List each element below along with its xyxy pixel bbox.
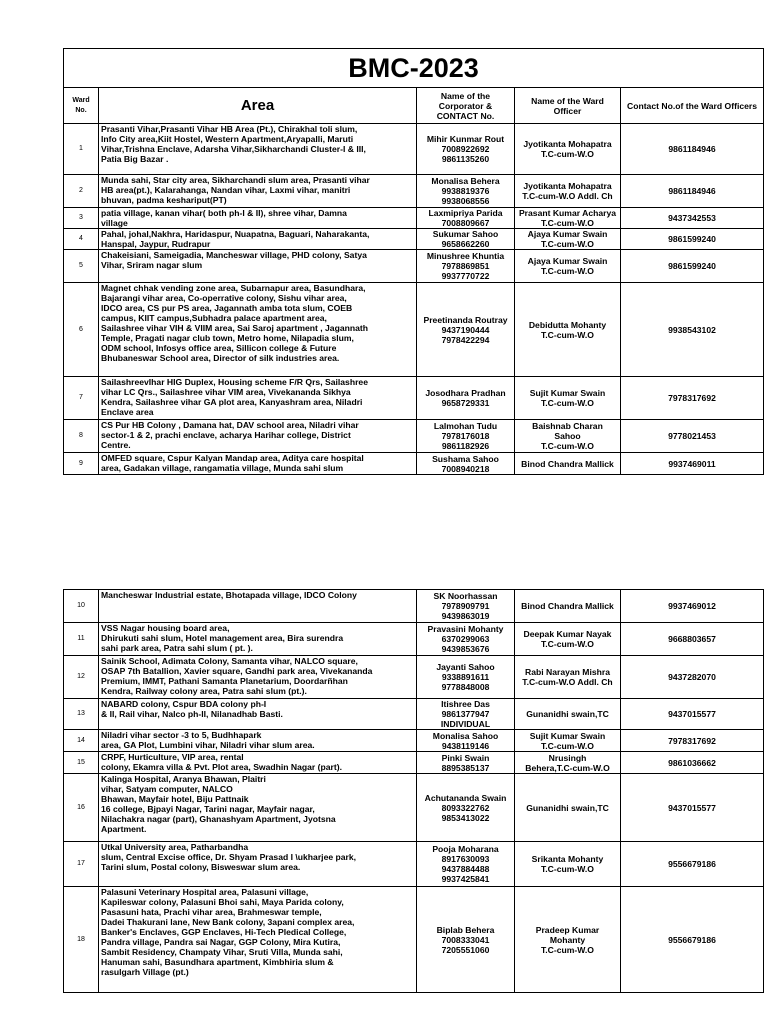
area-line: Utkal University area, Patharbandha xyxy=(101,842,249,852)
area-line: Vihar,Trishna Enclave, Adarsha Vihar,Sikharchandi Cluster-I & III, xyxy=(101,144,366,154)
officer-contact-number: 9556679186 xyxy=(621,842,764,887)
area-line: OMFED square, Cspur Kalyan Mandap area, Aditya care hospital xyxy=(101,453,364,463)
corporator-line: Preetinanda Routray xyxy=(423,314,508,325)
officer-contact-number: 7978317692 xyxy=(621,730,764,752)
officer-line: T.C-cum-W.O xyxy=(541,398,594,408)
header-corporator: Name of the Corporator & CONTACT No. xyxy=(417,88,515,124)
corporator-details xyxy=(417,842,515,887)
ward-row xyxy=(64,887,764,993)
officer-line: T.C-cum-W.O xyxy=(541,239,594,249)
ward-number: 14 xyxy=(64,730,99,752)
officer-line: Mohanty xyxy=(549,934,586,945)
corporator-line: 7008940218 xyxy=(441,463,490,474)
officer-line: T.C-cum-W.O Addl. Ch xyxy=(522,677,613,687)
ward-row xyxy=(64,590,764,623)
ward-officer xyxy=(515,208,621,229)
officer-contact-number: 9437282070 xyxy=(621,656,764,699)
ward-row xyxy=(64,730,764,752)
area-line: Dhirukuti sahi slum, Hotel management area, Bira surendra xyxy=(101,633,344,643)
ward-number: 5 xyxy=(64,250,99,283)
ward-row xyxy=(64,752,764,774)
area-line: vihar, Satyam computer, NALCO xyxy=(101,784,233,794)
officer-contact-number: 9778021453 xyxy=(621,420,764,453)
ward-officer xyxy=(515,420,621,453)
corporator-details xyxy=(417,623,515,656)
ward-row xyxy=(64,453,764,475)
area-line: Pahal, johal,Nakhra, Haridaspur, Nuapatna, Baguari, Naharakanta, xyxy=(101,229,370,239)
ward-number: 6 xyxy=(64,283,99,377)
corporator-line: Monalisa Sahoo xyxy=(432,730,499,741)
area-line: Niladri vihar sector -3 to 5, Budhhapark xyxy=(101,730,262,740)
area-line: Kapileswar colony, Palasuni Bhoi sahi, Maya Parida colony, xyxy=(101,897,344,907)
corporator-line: 9938819376 xyxy=(441,186,490,196)
officer-line: Sahoo xyxy=(554,431,581,441)
corporator-line: Achutananda Swain xyxy=(424,792,507,803)
corporator-line: 9938068556 xyxy=(441,196,490,206)
area-line: Tarini slum, Postal colony, Bisweswar slum area. xyxy=(101,862,301,872)
area-line: Temple, Pragati nagar club town, Metro home, Nilapadia slum, xyxy=(101,333,354,343)
officer-contact-number: 9668803657 xyxy=(621,623,764,656)
officer-line: Sujit Kumar Swain xyxy=(529,388,606,398)
ward-area xyxy=(99,623,417,656)
area-line: Banker's Enclaves, GGP Enclaves, Hi-Tech Pledical College, xyxy=(101,927,347,937)
corporator-line: 9937425841 xyxy=(441,874,490,884)
officer-line: T.C-cum-W.O xyxy=(541,864,594,874)
ward-number: 2 xyxy=(64,175,99,208)
officer-contact-number: 9861184946 xyxy=(621,175,764,208)
header-area: Area xyxy=(99,88,417,124)
ward-number: 12 xyxy=(64,656,99,699)
header-row xyxy=(64,88,764,124)
corporator-line: 7978422294 xyxy=(441,334,490,345)
corporator-details xyxy=(417,590,515,623)
area-line: SailashreevIhar HIG Duplex, Housing scheme F/R Qrs, Sailashree xyxy=(101,377,368,387)
corporator-line: Itishree Das xyxy=(441,699,490,709)
area-line: slum, Central Excise office, Dr. Shyam Prasad I \ukharjee park, xyxy=(101,852,357,862)
ward-officer xyxy=(515,752,621,774)
officer-contact-number: 9937469012 xyxy=(621,590,764,623)
corporator-line: Josodhara Pradhan xyxy=(425,388,506,398)
area-line: Bajarangi vihar area, Co-operrative colony, Sishu vihar area, xyxy=(101,293,347,303)
ward-officer xyxy=(515,842,621,887)
area-line: colony, Ekamra villa & Pvt. Plot area, Swadhin Nagar (part). xyxy=(101,762,343,772)
corporator-line: 9437884488 xyxy=(441,864,490,874)
ward-officer xyxy=(515,656,621,699)
corporator-details xyxy=(417,453,515,475)
officer-line: Gunanidhi swain,TC xyxy=(526,709,609,719)
corporator-details xyxy=(417,420,515,453)
officer-line: Baishnab Charan xyxy=(532,421,603,431)
header-ward-no: Ward No. xyxy=(64,88,99,124)
ward-area xyxy=(99,175,417,208)
officer-line: T.C-cum-W.O xyxy=(541,639,594,649)
ward-area xyxy=(99,283,417,377)
area-line: vihar LC Qrs., Sailashree vihar VIM area, Vivekananda Sikhya xyxy=(101,387,351,397)
area-line: Hanuman sahi, Basundhara apartment, Kimbhiria slum & xyxy=(101,957,334,967)
officer-line: Nrusingh xyxy=(548,752,587,763)
ward-area xyxy=(99,752,417,774)
corporator-line: 9658729331 xyxy=(441,398,490,408)
ward-area xyxy=(99,229,417,250)
area-line: Enclave area xyxy=(101,407,154,417)
area-line: Prasanti Vihar,Prasanti Vihar HB Area (Pt.), Chirakhal toli slum, xyxy=(101,124,358,134)
ward-area xyxy=(99,730,417,752)
corporator-details xyxy=(417,730,515,752)
ward-row xyxy=(64,208,764,229)
officer-contact-number: 9937469011 xyxy=(621,453,764,475)
ward-row xyxy=(64,842,764,887)
ward-area xyxy=(99,208,417,229)
area-line: sector-1 & 2, prachi enclave, acharya Harihar college, District xyxy=(101,430,351,440)
corporator-line: 8895385137 xyxy=(441,762,490,773)
officer-line: T.C-cum-W.O xyxy=(541,218,594,228)
officer-line: T.C-cum-W.O xyxy=(541,149,594,159)
corporator-details xyxy=(417,656,515,699)
ward-number: 13 xyxy=(64,699,99,730)
area-line: Chakeisiani, Sameigadia, Mancheswar village, PHD colony, Satya xyxy=(101,250,367,260)
area-line: Sainik School, Adimata Colony, Samanta vihar, NALCO square, xyxy=(101,656,358,666)
ward-row xyxy=(64,377,764,420)
officer-contact-number: 9861184946 xyxy=(621,124,764,175)
area-line: CRPF, Hurticulture, VIP area, rental xyxy=(101,752,244,762)
area-line: Hanspal, Jaypur, Rudrapur xyxy=(101,239,211,249)
ward-area xyxy=(99,250,417,283)
corporator-line: 9439863019 xyxy=(441,611,490,621)
area-line: CS Pur HB Colony , Damana hat, DAV school area, Niladri vihar xyxy=(101,420,359,430)
corporator-line: Minushree Khuntia xyxy=(426,251,505,261)
officer-line: T.C-cum-W.O xyxy=(541,329,594,340)
area-line: Pasasuni hata, Prachi vihar area, Brahmeswar temple, xyxy=(101,907,322,917)
ward-number: 4 xyxy=(64,229,99,250)
ward-number: 15 xyxy=(64,752,99,774)
ward-number: 3 xyxy=(64,208,99,229)
officer-line: Debidutta Mohanty xyxy=(528,319,607,330)
ward-officer xyxy=(515,730,621,752)
ward-officer xyxy=(515,623,621,656)
area-line: VSS Nagar housing board area, xyxy=(101,623,230,633)
ward-row xyxy=(64,229,764,250)
officer-line: Srikanta Mohanty xyxy=(531,854,604,864)
ward-row xyxy=(64,250,764,283)
corporator-details xyxy=(417,124,515,175)
officer-contact-number: 9938543102 xyxy=(621,283,764,377)
corporator-details xyxy=(417,887,515,993)
corporator-line: Pravasini Mohanty xyxy=(427,624,504,634)
ward-number: 7 xyxy=(64,377,99,420)
ward-number: 11 xyxy=(64,623,99,656)
corporator-line: Monalisa Behera xyxy=(431,176,500,186)
ward-table-bottom xyxy=(63,589,764,993)
area-line: Kalinga Hospital, Aranya Bhawan, Plaitri xyxy=(101,774,266,784)
officer-line: T.C-cum-W.O Addl. Ch xyxy=(522,191,613,201)
corporator-line: Pooja Moharana xyxy=(432,844,499,854)
ward-officer xyxy=(515,453,621,475)
area-line: HB area(pt.), Kalarahanga, Nandan vihar, Laxmi vihar, manitri xyxy=(101,185,351,195)
officer-line: Ajaya Kumar Swain xyxy=(527,229,608,239)
area-line: Premium, IMMT, Pathani Samanta Planetarium, Doordarñhan xyxy=(101,676,348,686)
officer-contact-number: 7978317692 xyxy=(621,377,764,420)
corporator-details xyxy=(417,699,515,730)
officer-contact-number: 9861036662 xyxy=(621,752,764,774)
area-line: Vihar, Sriram nagar slum xyxy=(101,260,203,270)
area-line: Sailashree vihar VIH & VIIM area, Sai Saroj apartment , Jagannath xyxy=(101,323,368,333)
ward-number: 18 xyxy=(64,887,99,993)
ward-area xyxy=(99,842,417,887)
ward-number: 8 xyxy=(64,420,99,453)
corporator-line: 8093322762 xyxy=(441,802,490,813)
corporator-line: Sukumar Sahoo xyxy=(432,229,499,239)
area-line: patia village, kanan vihar( both ph-I & II), shree vihar, Damna xyxy=(101,208,347,218)
page-title: BMC-2023 xyxy=(64,49,764,88)
corporator-details xyxy=(417,208,515,229)
corporator-line: 7008922692 xyxy=(441,144,490,154)
corporator-line: 9338891611 xyxy=(441,672,490,682)
corporator-line: 7978869851 xyxy=(441,261,490,271)
ward-row xyxy=(64,420,764,453)
officer-line: Jyotikanta Mohapatra xyxy=(523,139,612,149)
officer-line: Behera,T.C-cum-W.O xyxy=(525,762,610,773)
area-line: & II, Rail vihar, Nalco ph-II, Nilanadhab Basti. xyxy=(101,709,283,719)
corporator-line: 8917630093 xyxy=(441,854,490,864)
corporator-line: 9437190444 xyxy=(441,324,490,335)
ward-area xyxy=(99,377,417,420)
corporator-details xyxy=(417,229,515,250)
corporator-line: INDIVIDUAL xyxy=(440,719,491,729)
officer-line: Binod Chandra Mallick xyxy=(521,458,614,469)
corporator-details xyxy=(417,377,515,420)
ward-row xyxy=(64,283,764,377)
area-line: NABARD colony, Cspur BDA colony ph-I xyxy=(101,699,267,709)
area-line: Apartment. xyxy=(101,824,147,834)
area-line: Magnet chhak vending zone area, Subarnapur area, Basundhara, xyxy=(101,283,366,293)
ward-area xyxy=(99,699,417,730)
area-line: Pandra village, Pandra sai Nagar, GGP Colony, Mira Kutira, xyxy=(101,937,341,947)
corporator-line: 7008333041 xyxy=(441,934,490,945)
corporator-line: 9658662260 xyxy=(441,239,490,249)
ward-area xyxy=(99,124,417,175)
corporator-line: 7205551060 xyxy=(441,944,490,955)
area-line: Patia Big Bazar . xyxy=(101,154,169,164)
ward-row xyxy=(64,656,764,699)
officer-line: Rabi Narayan Mishra xyxy=(524,667,610,677)
ward-officer xyxy=(515,887,621,993)
corporator-details xyxy=(417,175,515,208)
area-line: 16 college, Bjpayi Nagar, Tarini nagar, Mayfair nagar, xyxy=(101,804,315,814)
corporator-details xyxy=(417,250,515,283)
ward-area xyxy=(99,590,417,623)
title-row xyxy=(64,49,764,88)
corporator-line: 9438119146 xyxy=(441,740,490,751)
officer-line: T.C-cum-W.O xyxy=(541,441,594,451)
corporator-line: 9439853676 xyxy=(441,644,490,654)
ward-officer xyxy=(515,377,621,420)
officer-line: T.C-cum-W.O xyxy=(541,266,594,276)
ward-officer xyxy=(515,590,621,623)
officer-line: Sujit Kumar Swain xyxy=(529,730,606,741)
corporator-line: 6370299063 xyxy=(441,634,490,644)
area-line: village xyxy=(101,218,128,228)
corporator-line: Sushama Sahoo xyxy=(432,453,499,464)
ward-area xyxy=(99,774,417,842)
ward-area xyxy=(99,656,417,699)
area-line: sahi park area, Patra sahi slum ( pt. ). xyxy=(101,643,253,653)
area-line: Munda sahi, Star city area, Sikharchandi slum area, Prasanti vihar xyxy=(101,175,370,185)
ward-number: 1 xyxy=(64,124,99,175)
officer-line: Deepak Kumar Nayak xyxy=(523,629,612,639)
ward-row xyxy=(64,124,764,175)
officer-contact-number: 9437342553 xyxy=(621,208,764,229)
ward-number: 16 xyxy=(64,774,99,842)
ward-area xyxy=(99,453,417,475)
officer-line: Prasant Kumar Acharya xyxy=(518,208,617,218)
corporator-line: 7978909791 xyxy=(441,601,490,611)
ward-table-top xyxy=(63,48,764,475)
corporator-line: 9861135260 xyxy=(441,154,490,164)
area-line: Nilachakra nagar (part), Ghanashyam Apartment, Jyotsna xyxy=(101,814,336,824)
area-line: Bhubaneswar School area, Director of silk industries area. xyxy=(101,353,340,363)
corporator-line: 7008809667 xyxy=(441,218,490,228)
corporator-line: Lalmohan Tudu xyxy=(433,421,498,431)
corporator-line: 7978176018 xyxy=(441,431,490,441)
area-line: IDCO area, CS pur PS area, Jagannath amba tota slum, COEB xyxy=(101,303,353,313)
corporator-line: Mihir Kunmar Rout xyxy=(426,134,505,144)
corporator-details xyxy=(417,752,515,774)
area-line: Mancheswar Industrial estate, Bhotapada village, IDCO Colony xyxy=(101,590,357,600)
ward-row xyxy=(64,774,764,842)
area-line: Kendra, Railway colony area, Patra sahi slum (pt.). xyxy=(101,686,307,696)
header-ward-officer: Name of the Ward Officer xyxy=(515,88,621,124)
ward-officer xyxy=(515,124,621,175)
ward-area xyxy=(99,887,417,993)
ward-officer xyxy=(515,774,621,842)
area-line: area, Gadakan village, rangamatia village, Munda sahi slum xyxy=(101,463,344,473)
area-line: Info City area,Kiit Hostel, Western Apartment,Aryapalli, Maruti xyxy=(101,134,354,144)
ward-officer xyxy=(515,250,621,283)
officer-line: Binod Chandra Mallick xyxy=(521,601,614,611)
area-line: bhuvan, padma keshariput(PT) xyxy=(101,195,227,205)
officer-contact-number: 9556679186 xyxy=(621,887,764,993)
area-line: Sambit Residency, Champaty Vihar, Sruti Villa, Munda sahi, xyxy=(101,947,343,957)
area-line: campus, KIIT campus,Subhadra palace apartment area, xyxy=(101,313,327,323)
officer-line: T.C-cum-W.O xyxy=(541,944,594,955)
corporator-line: Jayanti Sahoo xyxy=(436,662,495,672)
ward-officer xyxy=(515,699,621,730)
officer-contact-number: 9861599240 xyxy=(621,250,764,283)
area-line: OSAP 7th Batallion, Xavier square, Gandhi park area, Vivekananda xyxy=(101,666,373,676)
corporator-line: Pinki Swain xyxy=(441,752,490,763)
ward-row xyxy=(64,699,764,730)
corporator-line: 9861182926 xyxy=(441,441,490,451)
officer-contact-number: 9861599240 xyxy=(621,229,764,250)
corporator-line: 9853413022 xyxy=(441,812,490,823)
area-line: area, GA Plot, Lumbini vihar, Niladri vihar slum area. xyxy=(101,740,315,750)
corporator-details xyxy=(417,774,515,842)
corporator-line: Biplab Behera xyxy=(436,924,495,935)
officer-line: Pradeep Kumar xyxy=(535,924,600,935)
ward-number: 9 xyxy=(64,453,99,475)
officer-line: T.C-cum-W.O xyxy=(541,740,594,751)
area-line: Palasuni Veterinary Hospital area, Palasuni village, xyxy=(101,887,309,897)
ward-row xyxy=(64,623,764,656)
officer-line: Ajaya Kumar Swain xyxy=(527,256,608,266)
officer-line: Jyotikanta Mohapatra xyxy=(523,181,612,191)
corporator-line: 9937770722 xyxy=(441,271,490,281)
officer-contact-number: 9437015577 xyxy=(621,774,764,842)
corporator-details xyxy=(417,283,515,377)
corporator-line: 9778848008 xyxy=(441,682,490,692)
ward-number: 10 xyxy=(64,590,99,623)
ward-officer xyxy=(515,283,621,377)
ward-area xyxy=(99,420,417,453)
officer-contact-number: 9437015577 xyxy=(621,699,764,730)
ward-officer xyxy=(515,229,621,250)
header-officer-contact: Contact No.of the Ward Officers xyxy=(621,88,764,124)
area-line: rasulgarh Village (pt.) xyxy=(101,967,189,977)
ward-row xyxy=(64,175,764,208)
officer-line: Gunanidhi swain,TC xyxy=(526,802,609,813)
corporator-line: SK Noorhassan xyxy=(433,591,498,601)
corporator-line: 9861377947 xyxy=(441,709,490,719)
area-line: Bhawan, Mayfair hotel, Biju Pattnaik xyxy=(101,794,249,804)
ward-officer xyxy=(515,175,621,208)
area-line: ODM school, Infosys office area, Sillicon college & Future xyxy=(101,343,337,353)
corporator-line: Laxmipriya Parida xyxy=(428,208,503,218)
area-line: Dadei Thakurani lane, New Bank colony, 3apani complex area, xyxy=(101,917,355,927)
ward-number: 17 xyxy=(64,842,99,887)
area-line: Centre. xyxy=(101,440,131,450)
area-line: Kendra, Sailashree vihar GA plot area, Kanyashram area, Niladri xyxy=(101,397,363,407)
